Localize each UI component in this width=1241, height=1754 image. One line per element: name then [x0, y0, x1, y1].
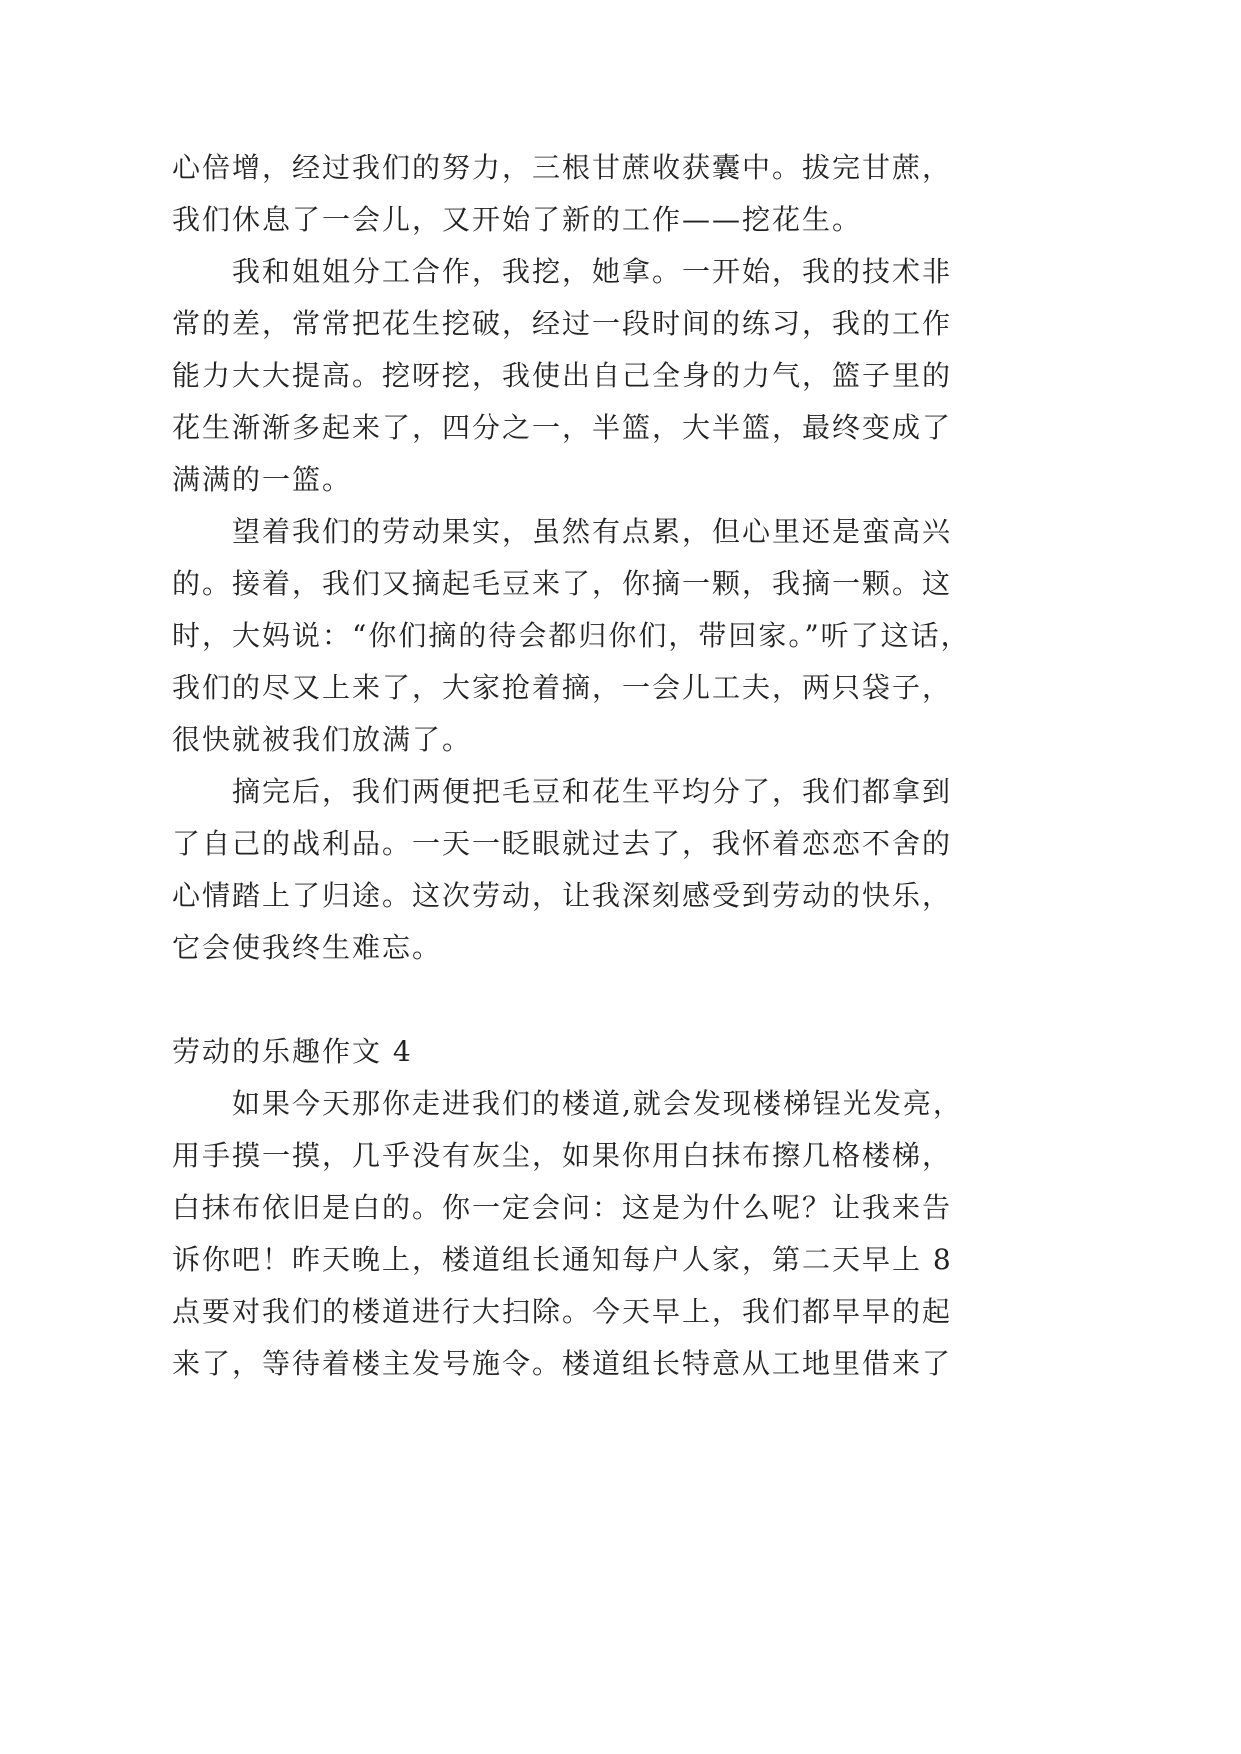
paragraph: [172, 246, 972, 506]
text-line: 我们休息了一会儿，又开始了新的工作——挖花生。: [172, 203, 863, 236]
text-line: 点要对我们的楼道进行大扫除。今天早上，我们都早早的起: [172, 1295, 953, 1328]
text-line: 满满的一篮。: [172, 463, 353, 496]
text-line: 了自己的战利品。一天一眨眼就过去了，我怀着恋恋不舍的: [172, 827, 953, 860]
text-line: 很快就被我们放满了。: [172, 723, 473, 756]
paragraph: [172, 142, 972, 246]
text-line: 心情踏上了归途。这次劳动，让我深刻感受到劳动的快乐，: [172, 879, 953, 912]
text-line: 如果今天那你走进我们的楼道,就会发现楼梯锃光发亮，: [232, 1087, 963, 1120]
text-line: 常的差，常常把花生挖破，经过一段时间的练习，我的工作: [172, 307, 953, 340]
text-line: 我和姐姐分工合作，我挖，她拿。一开始，我的技术非: [232, 255, 953, 288]
text-line: 它会使我终生难忘。: [172, 931, 443, 964]
text-line: 花生渐渐多起来了，四分之一，半篮，大半篮，最终变成了: [172, 411, 953, 444]
text-line: 我们的尽又上来了，大家抢着摘，一会儿工夫，两只袋子，: [172, 671, 953, 704]
paragraph: [172, 1078, 972, 1390]
text-line: 白抹布依旧是白的。你一定会问：这是为什么呢？让我来告: [172, 1191, 953, 1224]
text-line: 诉你吧！昨天晚上，楼道组长通知每户人家，第二天早上 8: [172, 1243, 953, 1276]
text-line: 能力大大提高。挖呀挖，我使出自己全身的力气，篮子里的: [172, 359, 953, 392]
paragraph: [172, 506, 972, 766]
text-line: 的。接着，我们又摘起毛豆来了，你摘一颗，我摘一颗。这: [172, 567, 953, 600]
section-heading: 劳动的乐趣作文 4: [172, 1035, 413, 1068]
text-line: 用手摸一摸，几乎没有灰尘，如果你用白抹布擦几格楼梯，: [172, 1139, 953, 1172]
paragraph: [172, 766, 972, 974]
blank-line: [172, 974, 972, 1026]
text-line: 摘完后，我们两便把毛豆和花生平均分了，我们都拿到: [232, 775, 953, 808]
text-line: 来了，等待着楼主发号施令。楼道组长特意从工地里借来了: [172, 1347, 953, 1380]
text-line: 望着我们的劳动果实，虽然有点累，但心里还是蛮高兴: [232, 515, 953, 548]
text-line: 心倍增，经过我们的努力，三根甘蔗收获囊中。拔完甘蔗，: [172, 151, 953, 184]
text-line: 时，大妈说：“你们摘的待会都归你们，带回家。”听了这话，: [172, 619, 971, 652]
document-body: [172, 142, 972, 1390]
